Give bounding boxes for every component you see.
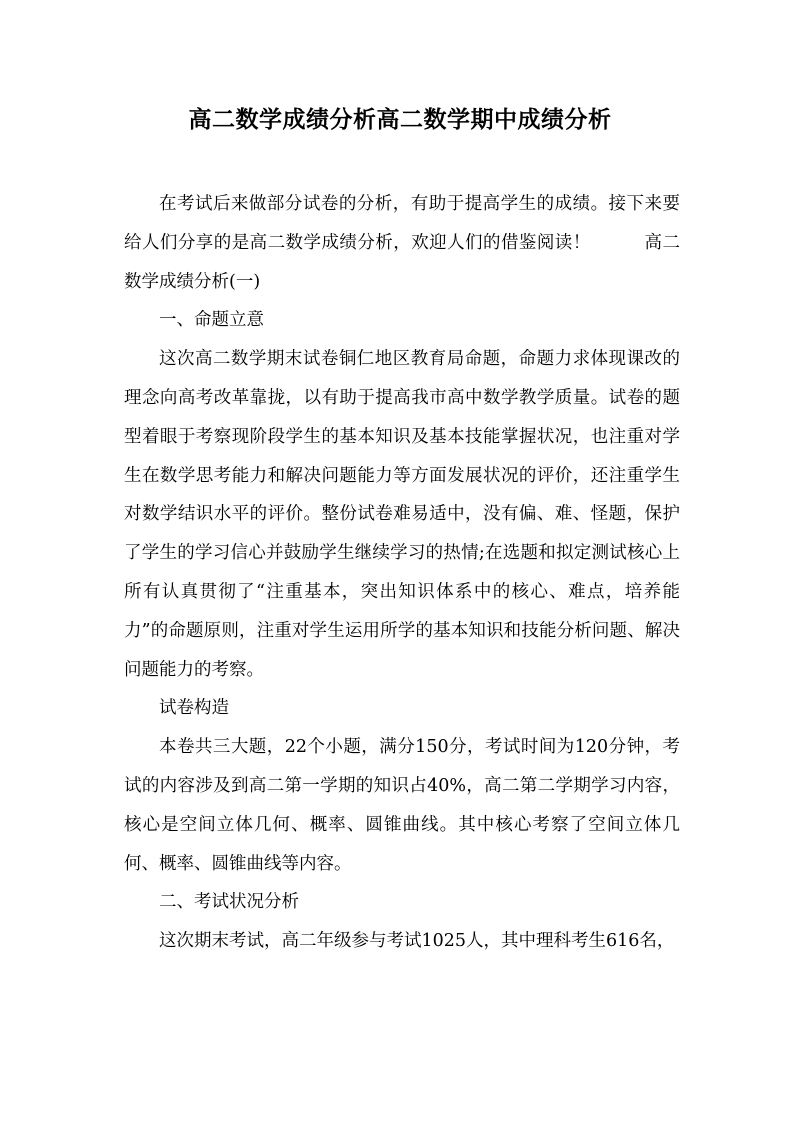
proposition-paragraph: 这次高二数学期末试卷铜仁地区教育局命题，命题力求体现课改的理念向高考改革靠拢，以有助于提高我市高中数学教学质量。试卷的题型着眼于考察现阶段学生的基本知识及基本技能掌握状况，也注重对学生在数学思考能力和解决问题能力等方面发展状况的评价，还注重学生对数学结识水平的评价。整份试卷难易适中，没有偏、难、怪题，保护了学生的学习信心并鼓励学生继续学习的热情;在选题和拟定测试核心上所有认真贯彻了“注重基本，突出知识体系中的核心、难点，培养能力”的命题原则，注重对学生运用所学的基本知识和技能分析问题、解决问题能力的考察。 <box>124 349 680 680</box>
document-title: 高二数学成绩分析高二数学期中成绩分析 <box>188 106 612 133</box>
section-heading-proposition: 一、命题立意 <box>159 310 264 331</box>
document-body <box>124 185 680 961</box>
intro-paragraph: 在考试后来做部分试卷的分析，有助于提高学生的成绩。接下来要给人们分享的是高二数学成绩分析，欢迎人们的借鉴阅读！ 高二数学成绩分析(一) <box>124 194 680 292</box>
structure-paragraph: 本卷共三大题，22个小题，满分150分，考试时间为120分钟，考试的内容涉及到高二第一学期的知识占40%，高二第二学期学习内容，核心是空间立体几何、概率、圆锥曲线。其中核心考察了空间立体几何、概率、圆锥曲线等内容。 <box>124 737 680 874</box>
section-heading-exam-analysis: 二、考试状况分析 <box>159 892 299 913</box>
section-heading-structure: 试卷构造 <box>159 698 229 719</box>
exam-analysis-paragraph: 这次期末考试，高二年级参与考试1025人，其中理科考生616名， <box>159 931 675 952</box>
